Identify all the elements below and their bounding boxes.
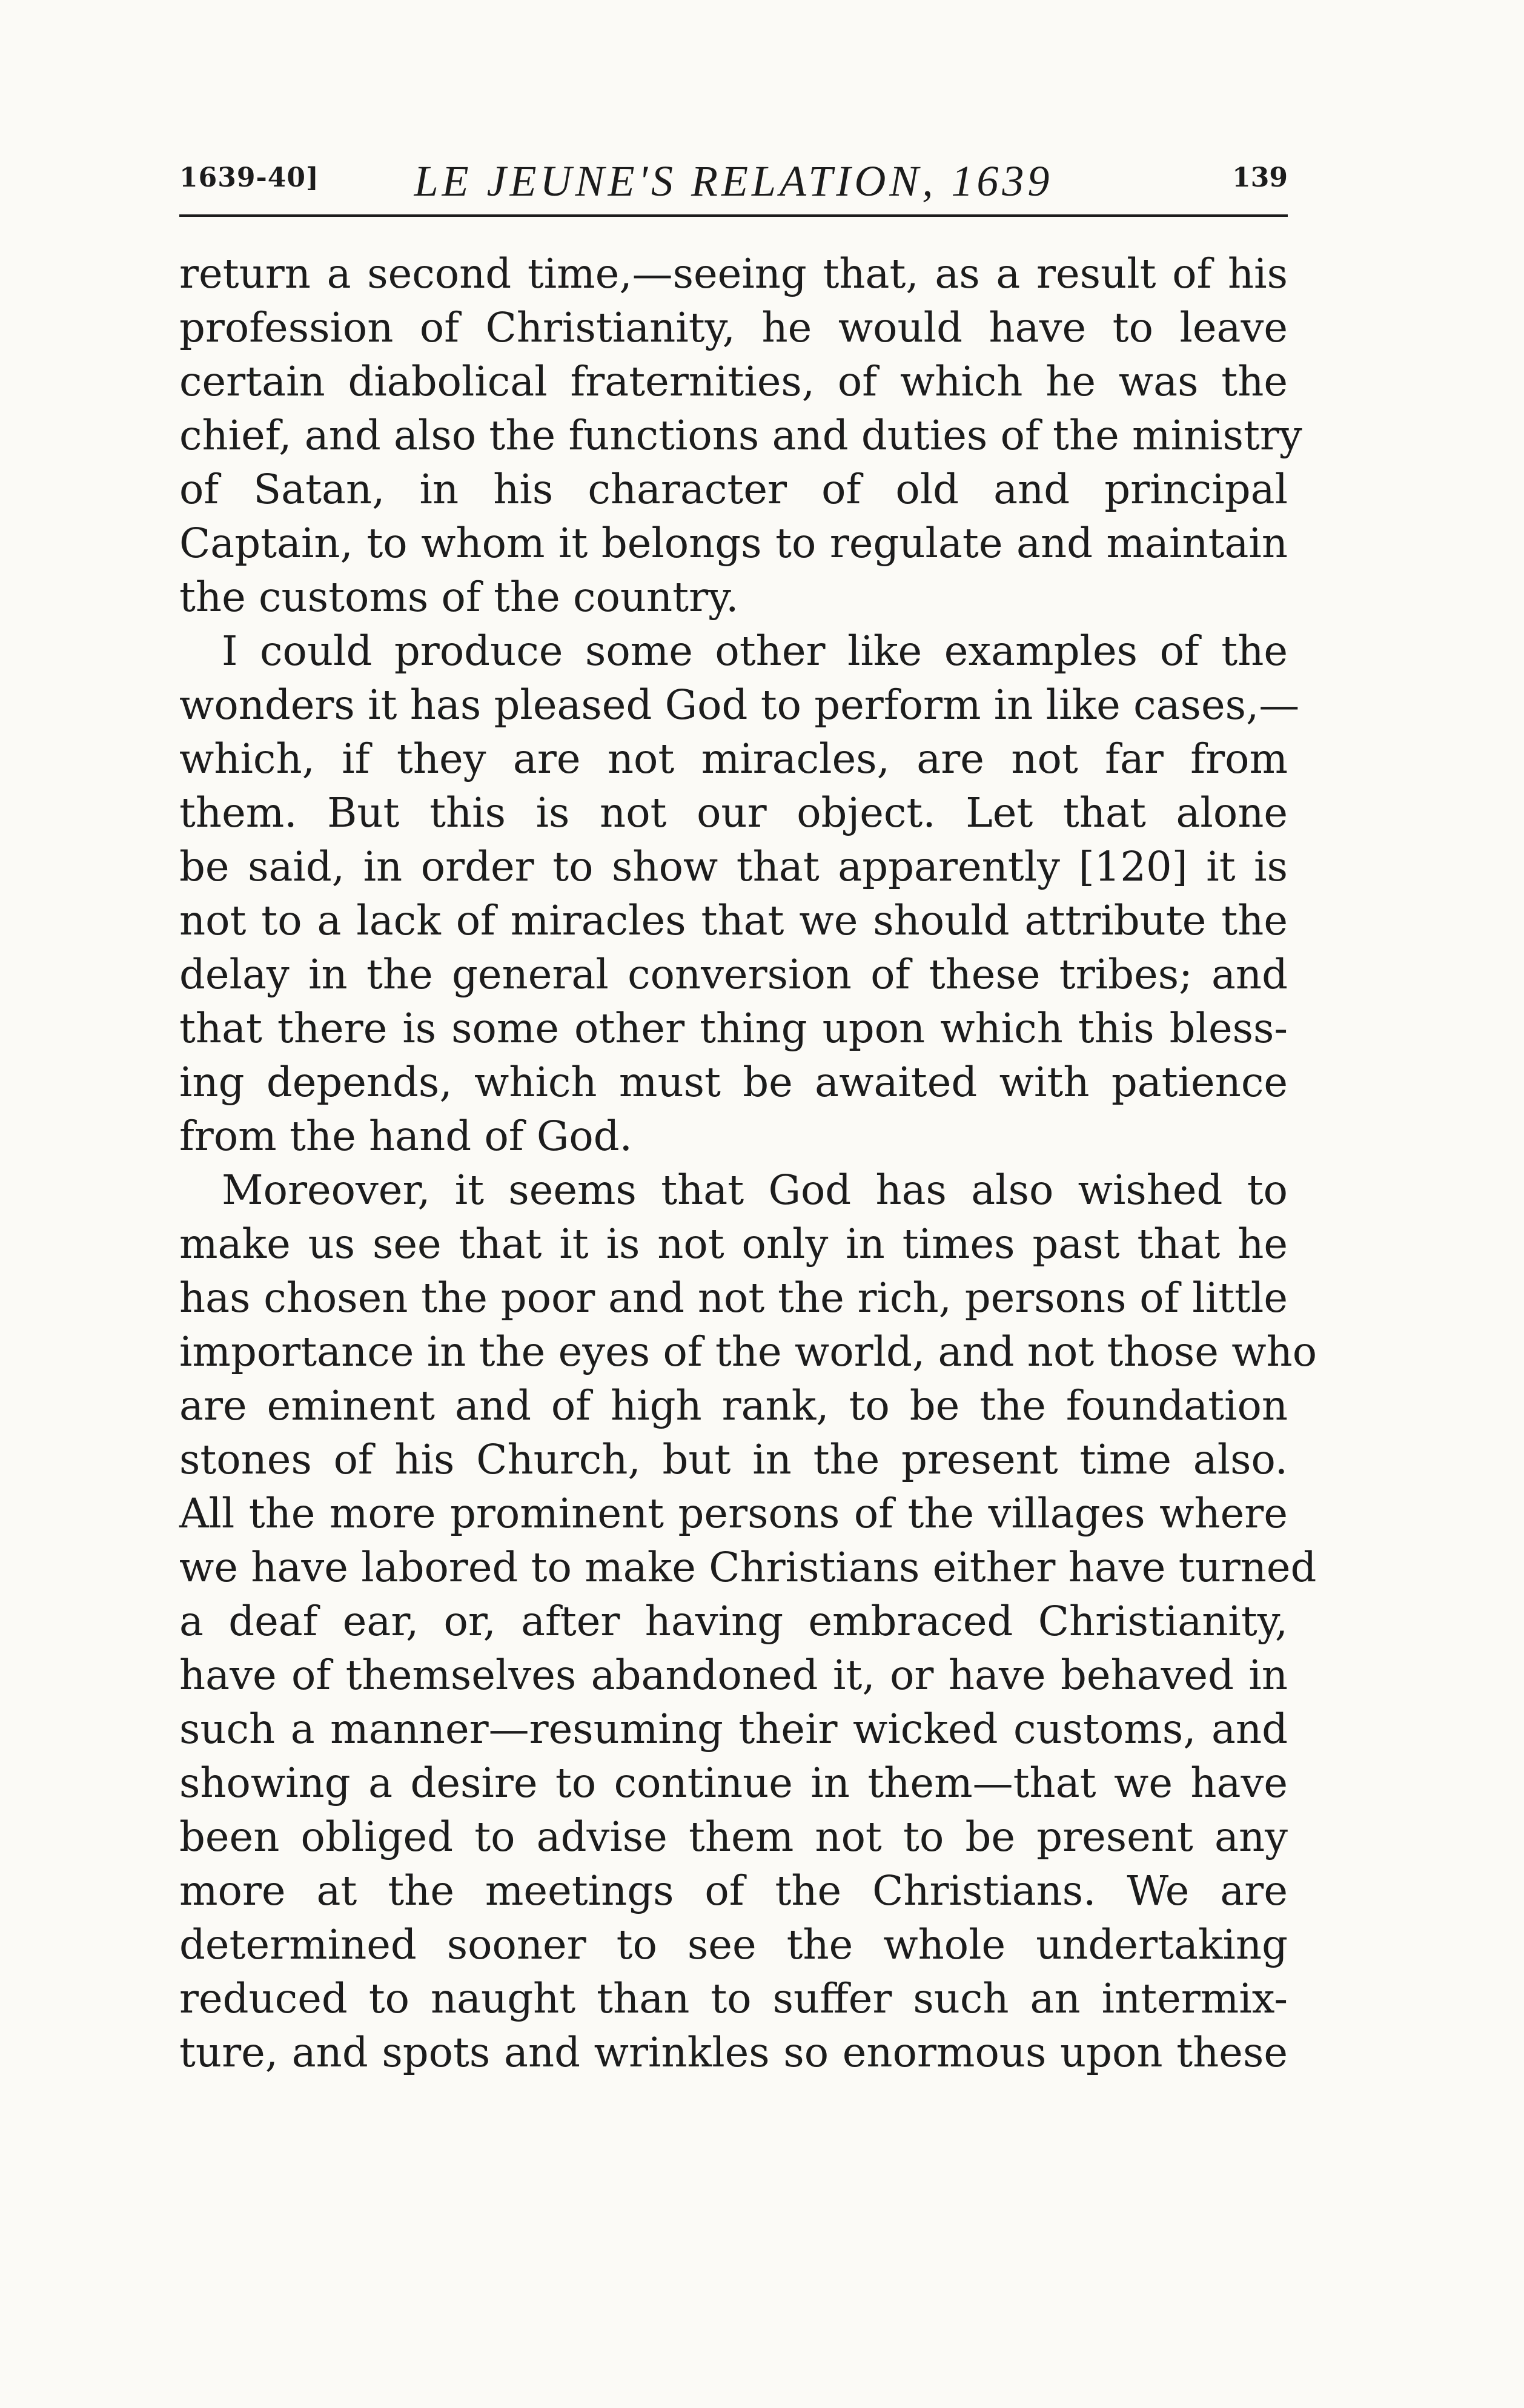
text-line: ture, and spots and wrinkles so enormous upon these — [179, 2029, 1288, 2076]
text-line: which, if they are not miracles, are not far from — [179, 735, 1288, 782]
text-line: importance in the eyes of the world, and not those who — [179, 1328, 1317, 1375]
text-line: All the more prominent persons of the villages where — [179, 1490, 1288, 1537]
text-line: chief, and also the functions and duties of the ministry — [179, 412, 1302, 459]
text-line: determined sooner to see the whole undertaking — [179, 1921, 1288, 1968]
text-line: Captain, to whom it belongs to regulate and maintain — [179, 520, 1288, 567]
text-line: them. But this is not our object. Let that alone — [179, 789, 1288, 836]
text-line: delay in the general conversion of these tribes; and — [179, 951, 1288, 998]
text-line: showing a desire to continue in them—that we have — [179, 1759, 1288, 1807]
text-line: from the hand of God. — [179, 1113, 632, 1160]
body-text — [179, 247, 1317, 2080]
page-number: 139 — [1232, 162, 1288, 193]
text-line: have of themselves abandoned it, or have behaved in — [179, 1652, 1288, 1699]
text-line: been obliged to advise them not to be present any — [179, 1813, 1288, 1861]
header-date-range: 1639-40] — [179, 162, 319, 193]
text-line: we have labored to make Christians either have turned — [179, 1544, 1317, 1591]
text-line: profession of Christianity, he would have to leave — [179, 304, 1288, 351]
text-line: reduced to naught than to suffer such an intermix- — [179, 1975, 1288, 2022]
text-line: wonders it has pleased God to perform in like cases,— — [179, 681, 1300, 729]
text-line: ing depends, which must be awaited with patience — [179, 1059, 1288, 1106]
text-line: of Satan, in his character of old and principal — [179, 466, 1288, 513]
text-line: not to a lack of miracles that we should attribute the — [179, 897, 1288, 944]
text-line: make us see that it is not only in times past that he — [179, 1220, 1288, 1268]
text-line: are eminent and of high rank, to be the foundation — [179, 1382, 1288, 1429]
text-line: certain diabolical fraternities, of which he was the — [179, 358, 1288, 405]
text-line: such a manner—resuming their wicked customs, and — [179, 1705, 1288, 1753]
text-line: more at the meetings of the Christians. We are — [179, 1867, 1288, 1914]
header-rule — [179, 214, 1288, 217]
text-line: Moreover, it seems that God has also wished to — [222, 1166, 1288, 1214]
text-line: be said, in order to show that apparently [120] it is — [179, 843, 1288, 890]
text-line: has chosen the poor and not the rich, persons of little — [179, 1274, 1288, 1321]
text-line: return a second time,—seeing that, as a result of his — [179, 250, 1288, 297]
text-line: stones of his Church, but in the present time also. — [179, 1436, 1288, 1483]
text-line: a deaf ear, or, after having embraced Christianity, — [179, 1598, 1288, 1645]
text-line: the customs of the country. — [179, 574, 739, 621]
running-header — [179, 151, 1288, 206]
text-line: I could produce some other like examples of the — [222, 627, 1288, 675]
header-title: LE JEUNE'S RELATION, 1639 — [414, 157, 1053, 205]
text-line: that there is some other thing upon which this bless- — [179, 1005, 1288, 1052]
